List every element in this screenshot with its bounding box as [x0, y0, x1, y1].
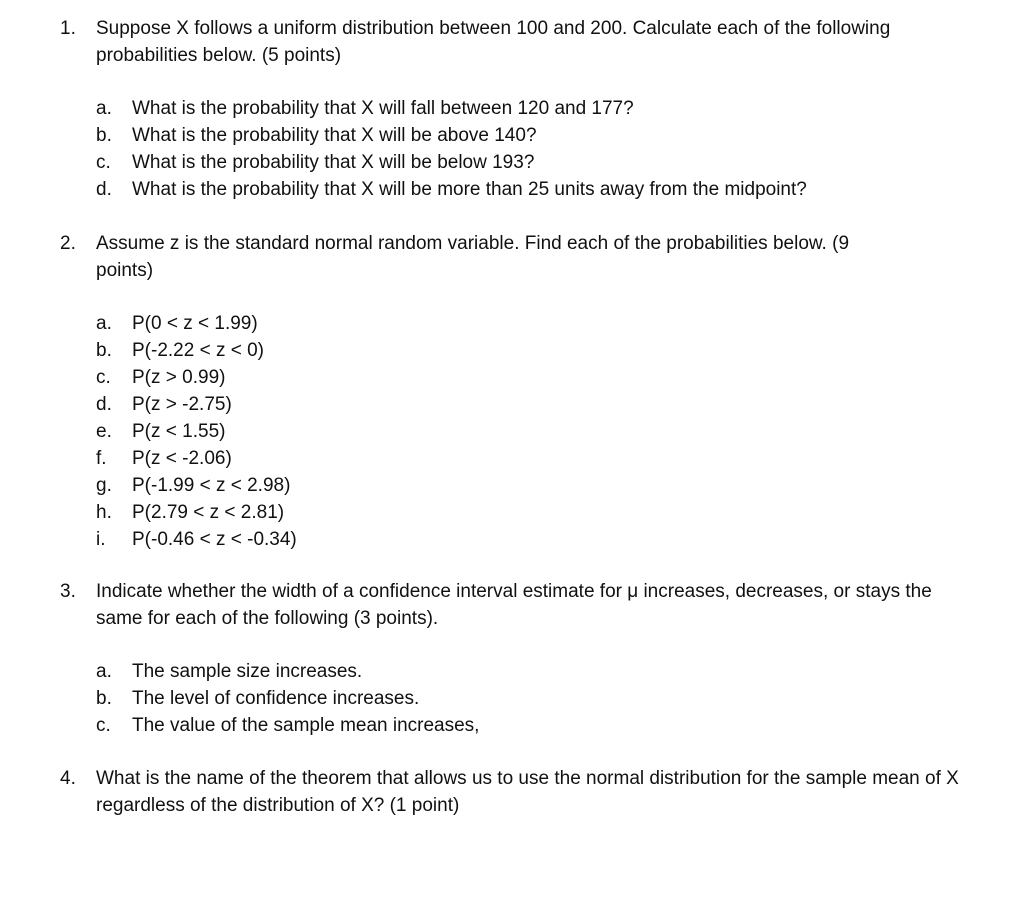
list-item	[0, 310, 1024, 337]
list-item	[0, 445, 1024, 472]
item-letter: e.	[96, 421, 112, 442]
item-text: P(z > -2.75)	[132, 394, 232, 415]
item-letter: i.	[96, 529, 106, 550]
item-text: What is the probability that X will fall between 120 and 177?	[132, 98, 634, 119]
item-text: The level of confidence increases.	[132, 688, 420, 709]
list-item	[0, 176, 1024, 203]
item-text: P(z > 0.99)	[132, 367, 226, 388]
question-text: Indicate whether the width of a confidence interval estimate for μ increases, decreases, or stays the same for each of the following (3 points).	[96, 581, 932, 629]
item-text: P(2.79 < z < 2.81)	[132, 502, 285, 523]
list-item	[0, 391, 1024, 418]
item-text: P(-2.22 < z < 0)	[132, 340, 265, 361]
item-letter: c.	[96, 152, 111, 173]
list-item	[0, 712, 1024, 739]
item-letter: d.	[96, 179, 112, 200]
item-text: The sample size increases.	[132, 661, 363, 682]
question-text: Suppose X follows a uniform distribution between 100 and 200. Calculate each of the following probabilities below. (5 points)	[96, 18, 891, 66]
item-text: What is the probability that X will be below 193?	[132, 152, 535, 173]
item-letter: g.	[96, 475, 112, 496]
item-text: The value of the sample mean increases,	[132, 715, 480, 736]
list-item	[0, 122, 1024, 149]
item-letter: d.	[96, 394, 112, 415]
item-letter: a.	[96, 313, 112, 334]
item-letter: h.	[96, 502, 112, 523]
item-letter: c.	[96, 715, 111, 736]
item-text: P(-1.99 < z < 2.98)	[132, 475, 291, 496]
list-item	[0, 418, 1024, 445]
question-text: Assume z is the standard normal random variable. Find each of the probabilities below. (9 points)	[96, 233, 850, 281]
list-item	[0, 658, 1024, 685]
item-letter: b.	[96, 125, 112, 146]
item-letter: b.	[96, 340, 112, 361]
list-item	[0, 685, 1024, 712]
question-number: 2.	[60, 233, 76, 254]
list-item	[0, 95, 1024, 122]
item-text: P(-0.46 < z < -0.34)	[132, 529, 297, 550]
question-text: What is the name of the theorem that allows us to use the normal distribution for the sample mean of X regardless of the distribution of X? (1 point)	[96, 768, 959, 816]
list-item	[0, 499, 1024, 526]
item-text: P(z < 1.55)	[132, 421, 226, 442]
question-number: 1.	[60, 18, 76, 39]
item-text: What is the probability that X will be above 140?	[132, 125, 537, 146]
item-letter: a.	[96, 98, 112, 119]
list-item	[0, 337, 1024, 364]
item-text: P(0 < z < 1.99)	[132, 313, 258, 334]
list-item	[0, 472, 1024, 499]
question-number: 3.	[60, 581, 76, 602]
item-text: P(z < -2.06)	[132, 448, 232, 469]
item-letter: c.	[96, 367, 111, 388]
item-letter: b.	[96, 688, 112, 709]
item-letter: a.	[96, 661, 112, 682]
item-text: What is the probability that X will be more than 25 units away from the midpoint?	[132, 179, 807, 200]
list-item	[0, 149, 1024, 176]
question-number: 4.	[60, 768, 76, 789]
item-letter: f.	[96, 448, 107, 469]
list-item	[0, 526, 1024, 553]
list-item	[0, 364, 1024, 391]
